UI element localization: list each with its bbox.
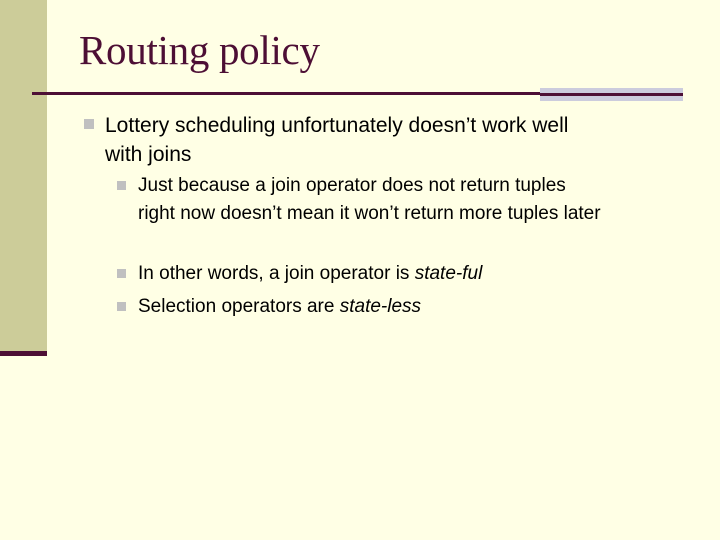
sidebar-decoration	[0, 0, 47, 353]
title-accent-rule	[540, 93, 683, 96]
sub-bullet-1-line-2: right now doesn’t mean it won’t return more tuples later	[138, 203, 601, 224]
bullet-square-icon	[117, 269, 126, 278]
sub-bullet-3	[138, 293, 421, 321]
sub-bullet-3-emphasis: state-less	[339, 296, 422, 317]
sub-bullet-2-text: In other words, a join operator is	[138, 263, 415, 284]
slide-title: Routing policy	[79, 27, 320, 73]
bullet-1-line-1: Lottery scheduling unfortunately doesn’t work well	[105, 114, 569, 137]
sidebar-bottom-rule	[0, 351, 47, 356]
bullet-square-icon	[84, 119, 94, 129]
sub-bullet-1-line-1: Just because a join operator does not return tuples	[138, 175, 566, 196]
bullet-square-icon	[117, 302, 126, 311]
sub-bullet-2	[138, 260, 482, 288]
sub-bullet-2-emphasis: state-ful	[414, 263, 483, 284]
bullet-square-icon	[117, 181, 126, 190]
title-underline	[32, 92, 540, 95]
bullet-1-line-2: with joins	[105, 143, 192, 166]
sub-bullet-3-text: Selection operators are	[138, 296, 340, 317]
